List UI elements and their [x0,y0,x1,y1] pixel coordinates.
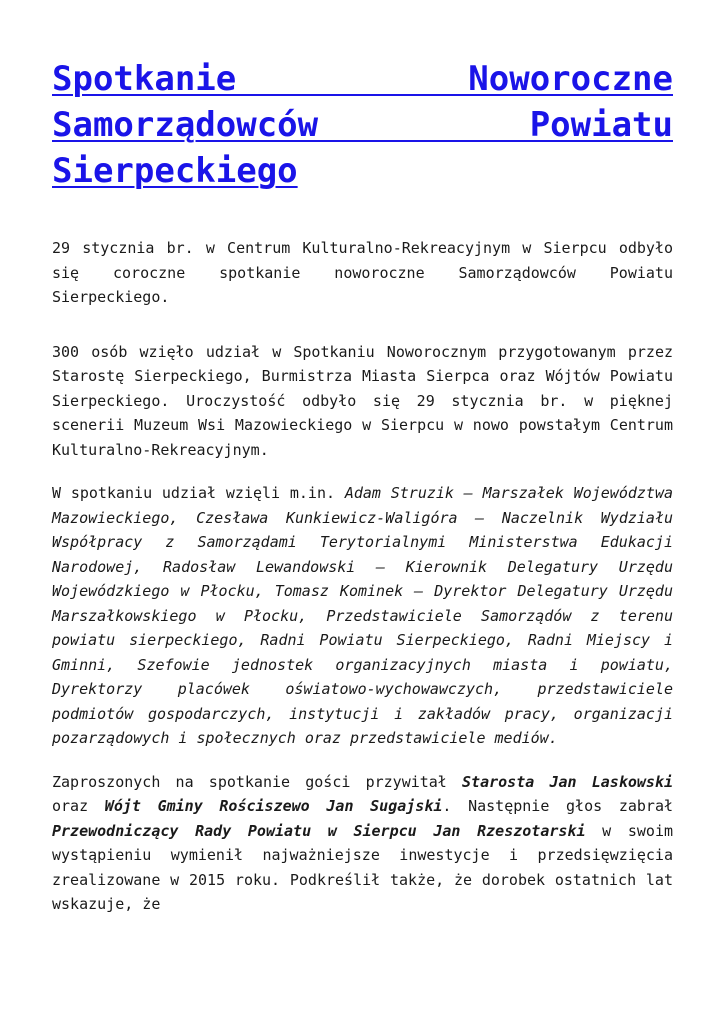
speaker-przewodniczacy: Przewodniczący Rady Powiatu w Sierpcu Jan Rzeszotarski [52,821,586,840]
speeches-text-2: oraz [52,797,105,815]
speeches-text-3: . Następnie głos zabrał [442,797,674,815]
paragraph-intro: 29 stycznia br. w Centrum Kulturalno-Rekreacyjnym w Sierpcu odbyło się coroczne spotkanie noworoczne Samorządowców Powiatu Sierpeckiego. [52,239,673,306]
guests-intro: W spotkaniu udział wzięli m.in. [52,484,345,502]
article-title [52,56,673,194]
article-title-link[interactable]: Spotkanie Noworoczne Samorządowców Powiatu Sierpeckiego [52,59,673,191]
speeches-text-4: w swoim wystąpieniu wymienił najważniejsze inwestycje i przedsięwzięcia zrealizowane w 2015 roku. Podkreślił także, że dorobek ostatnich lat wskazuje, że [52,821,673,913]
article-body [52,236,673,917]
speaker-starosta: Starosta Jan Laskowski [462,772,673,791]
paragraph-attendance: 300 osób wzięło udział w Spotkaniu Noworocznym przygotowanym przez Starostę Sierpeckiego, Burmistrza Miasta Sierpca oraz Wójtów Powiatu Sierpeckiego. Uroczystość odbyło się 29 stycznia br. w pięknej scenerii Muzeum Wsi Mazowieckiego w Sierpcu w nowo powstałym Centrum Kulturalno-Rekreacyjnym. [52,342,673,459]
guests-list: Adam Struzik – Marszałek Województwa Mazowieckiego, Czesława Kunkiewicz-Waligóra – Naczelnik Wydziału Współpracy z Samorządami Terytorialnymi Ministerstwa Edukacji Narodowej, Radosław Lewandowski – Kierownik Delegatury Urzędu Wojewódzkiego w Płocku, Tomasz Kominek – Dyrektor Delegatury Urzędu Marszałkowskiego w Płocku, Przedstawiciele Samorządów z terenu powiatu sierpeckiego, Radni Powiatu Sierpeckiego, Radni Miejscy i Gminni, Szefowie jednostek organizacyjnych miasta i powiatu, Dyrektorzy placówek oświatowo-wychowawczych, przedstawiciele podmiotów gospodarczych, instytucji i zakładów pracy, organizacji pozarządowych i społecznych oraz przedstawiciele mediów. [52,484,674,747]
paragraph-guests [52,481,673,751]
speeches-text-1: Zaproszonych na spotkanie gości przywitał [52,772,463,791]
article [52,56,673,936]
speaker-wojt: Wójt Gminy Rościszewo Jan Sugajski [104,797,443,815]
paragraph-speeches [52,770,673,917]
